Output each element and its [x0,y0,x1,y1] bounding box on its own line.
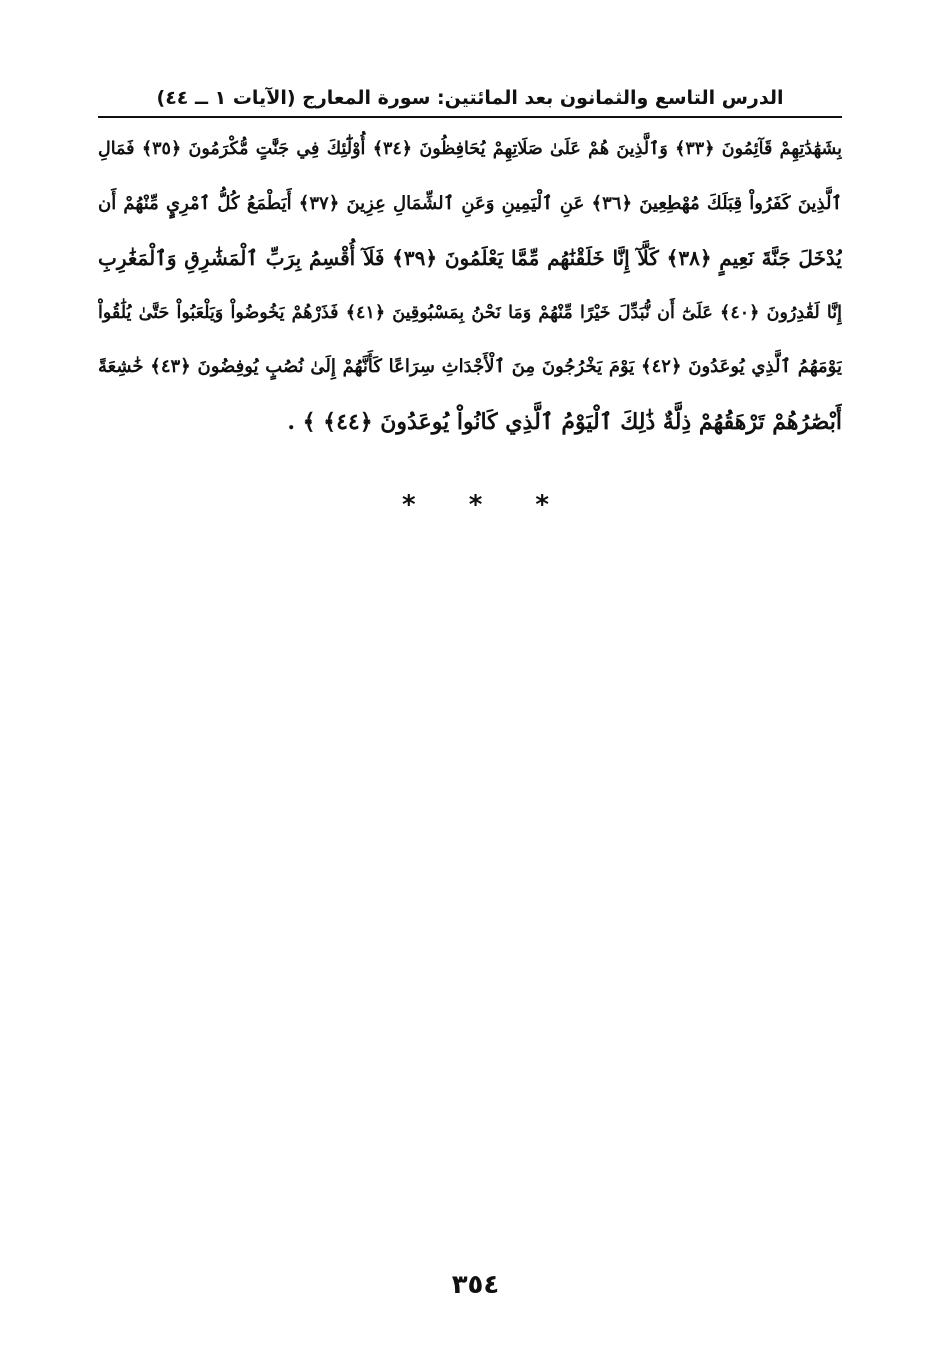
verse-line: يُدْخَلَ جَنَّةَ نَعِيمٍ ﴿٣٨﴾ كَلَّآ إِنَّا خَلَقْنَٰهُم مِّمَّا يَعْلَمُونَ ﴿٣٩﴾ فَلَآ أُقْسِمُ بِرَبِّ ٱلْمَشَٰرِقِ وَٱلْمَغَٰرِبِ [98,246,842,270]
verse-block [98,122,842,449]
verse-line: ٱلَّذِينَ كَفَرُواْ قِبَلَكَ مُهْطِعِينَ ﴿٣٦﴾ عَنِ ٱلْيَمِينِ وَعَنِ ٱلشِّمَالِ عِزِينَ ﴿٣٧﴾ أَيَطْمَعُ كُلُّ ٱمْرِيٍٕ مِّنْهُمْ أَن [98,192,842,214]
verse-line: بِشَهَٰدَٰتِهِمْ قَآئِمُونَ ﴿٣٣﴾ وَٱلَّذِينَ هُمْ عَلَىٰ صَلَاتِهِمْ يُحَافِظُونَ ﴿٣٤﴾ أُوْلَٰٓئِكَ فِي جَنَّٰتٍ مُّكْرَمُونَ ﴿٣٥﴾ فَمَالِ [98,139,842,159]
verse-line: أَبْصَٰرُهُمْ تَرْهَقُهُمْ ذِلَّةٌ ذَٰلِكَ ٱلْيَوْمُ ٱلَّذِي كَانُواْ يُوعَدُونَ ﴿٤٤﴾ ﴾ . [287,408,842,435]
verse-line: يَوْمَهُمُ ٱلَّذِي يُوعَدُونَ ﴿٤٢﴾ يَوْمَ يَخْرُجُونَ مِنَ ٱلْأَجْدَاثِ سِرَاعًا كَأَنَّهُمْ إِلَىٰ نُصُبٍ يُوفِضُونَ ﴿٤٣﴾ خَٰشِعَةً [98,356,842,377]
running-header: الدرس التاسع والثمانون بعد المائتين: سورة المعارج (الآيات ١ ــ ٤٤) [156,87,784,109]
section-separator: * * * [402,490,571,520]
verse-line: إِنَّا لَقَٰدِرُونَ ﴿٤٠﴾ عَلَىٰٓ أَن نُّبَدِّلَ خَيْرًا مِّنْهُمْ وَمَا نَحْنُ بِمَسْبُوقِينَ ﴿٤١﴾ فَذَرْهُمْ يَخُوضُواْ وَيَلْعَبُواْ حَتَّىٰ يُلَٰقُواْ [98,302,842,323]
page-number: ٣٥٤ [451,1270,500,1300]
header-divider [98,116,842,118]
